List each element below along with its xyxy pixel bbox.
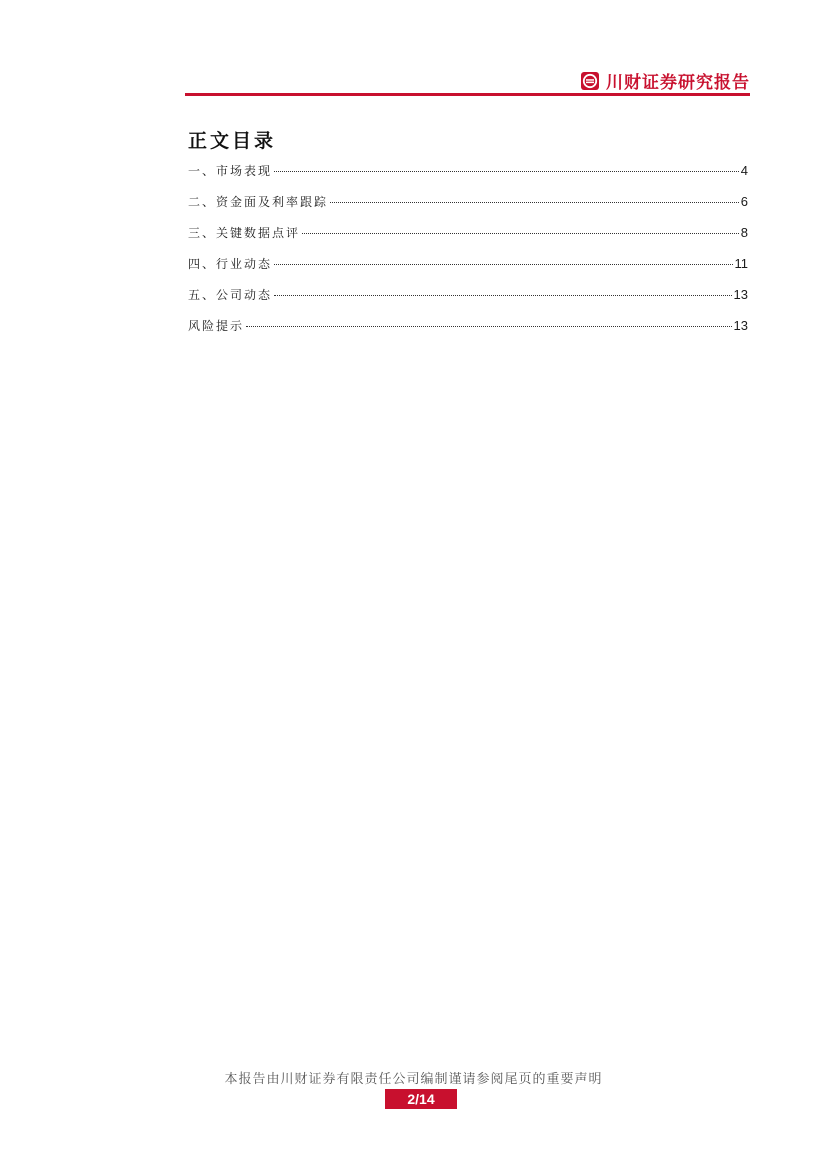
toc-entry-page: 6 bbox=[740, 194, 748, 209]
toc-entry-company-news[interactable] bbox=[188, 286, 748, 317]
table-of-contents bbox=[188, 162, 748, 348]
toc-entry-label: 二、资金面及利率跟踪 bbox=[188, 195, 329, 209]
toc-leader-dots bbox=[246, 326, 732, 327]
toc-entry-industry-news[interactable] bbox=[188, 255, 748, 286]
chuancai-logo-icon bbox=[580, 71, 600, 91]
toc-leader-dots bbox=[330, 202, 739, 203]
toc-entry-label: 风险提示 bbox=[188, 319, 245, 333]
toc-entry-page: 11 bbox=[734, 256, 748, 271]
page-header bbox=[185, 62, 750, 96]
toc-entry-page: 13 bbox=[733, 318, 748, 333]
footer-disclaimer: 本报告由川财证券有限责任公司编制谨请参阅尾页的重要声明 bbox=[224, 1072, 603, 1087]
toc-entry-label: 五、公司动态 bbox=[188, 288, 273, 302]
brand bbox=[580, 68, 750, 93]
toc-entry-page: 8 bbox=[740, 225, 748, 240]
page-number-badge: 2/14 bbox=[385, 1089, 457, 1109]
toc-entry-market-performance[interactable] bbox=[188, 162, 748, 193]
toc-entry-label: 三、关键数据点评 bbox=[188, 226, 301, 240]
toc-title: 正文目录 bbox=[188, 130, 277, 152]
toc-leader-dots bbox=[274, 295, 732, 296]
toc-entry-label: 一、市场表现 bbox=[188, 164, 273, 178]
toc-leader-dots bbox=[302, 233, 739, 234]
brand-name: 川财证券研究报告 bbox=[606, 73, 750, 93]
header-rule bbox=[185, 93, 750, 96]
toc-entry-page: 13 bbox=[733, 287, 748, 302]
toc-leader-dots bbox=[274, 171, 739, 172]
toc-entry-label: 四、行业动态 bbox=[188, 257, 273, 271]
toc-entry-funding-rates[interactable] bbox=[188, 193, 748, 224]
toc-entry-page: 4 bbox=[740, 163, 748, 178]
toc-entry-risk-warning[interactable] bbox=[188, 317, 748, 348]
toc-entry-key-data[interactable] bbox=[188, 224, 748, 255]
toc-leader-dots bbox=[274, 264, 732, 265]
